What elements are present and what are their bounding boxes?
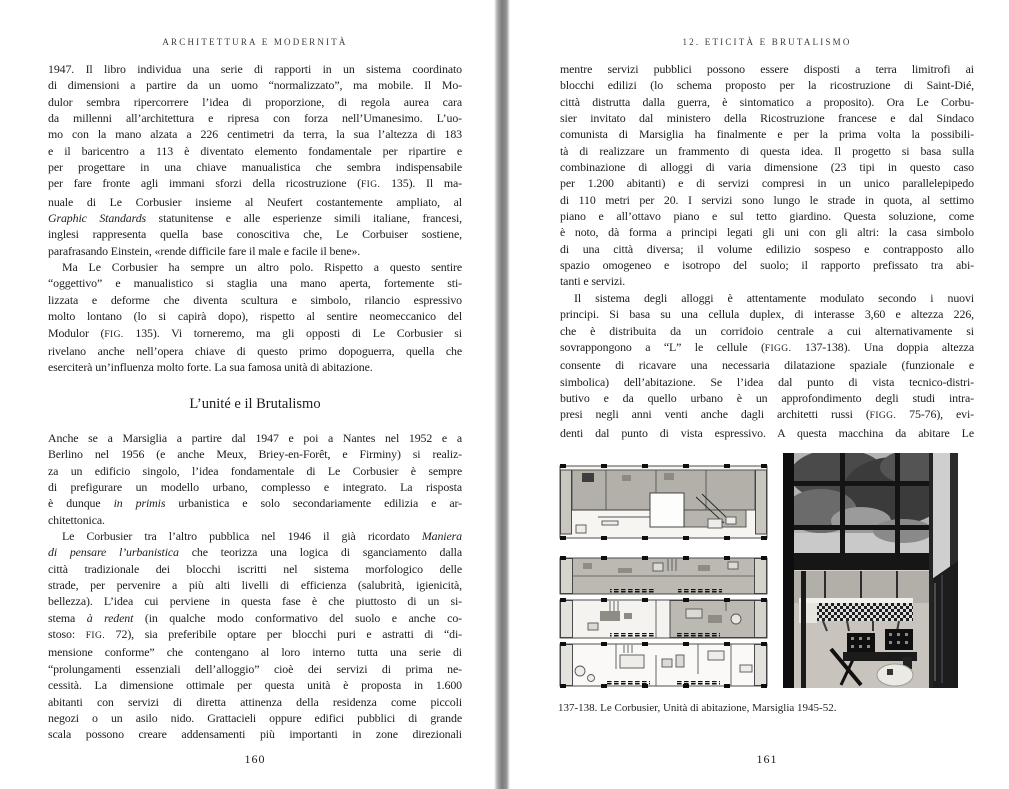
text-line: per fare fronte agli immani sforzi della ricostruzione (FIG. 135). Il ma- — [48, 176, 462, 191]
text-line: Berlino nel 1956 (e anche Meux, Briey-en-Forêt, e Firminy) si realiz- — [48, 447, 462, 462]
text-line: chitettonica. — [48, 512, 105, 527]
book-gutter — [494, 0, 510, 789]
text-line: lizzata e deforme che diventa scultura e simbolo, rilancio espressivo — [48, 292, 462, 307]
text-line: Modulor (FIG. 135). Vi torneremo, ma gli opposti di Le Corbusier si — [48, 325, 462, 340]
text-line: di 110 metri per 20. I servizi sono lungo le strade in quota, al settimo — [560, 192, 974, 207]
text-line: scala possono creare addensamenti più importanti in zone direzionali — [48, 727, 462, 742]
text-line: e il baricentro a 113 è diventato elemento fondamentale per ripartire e — [48, 143, 462, 158]
text-line: consente di ricavare una necessaria dilatazione spaziale (funzionale e — [560, 358, 974, 373]
text-line: Anche se a Marsiglia a partire dal 1947 e poi a Nantes nel 1952 e a — [48, 431, 462, 445]
page-number-left: 160 — [244, 752, 266, 766]
text-line: è dunque in primis urbanistica e solo secondariamente edilizia e ar- — [48, 496, 462, 511]
text-line: Ma Le Corbusier ha sempre un altro polo. Rispetto a questo sentire — [62, 260, 462, 275]
running-head-right: 12. ETICITÀ E BRUTALISMO — [682, 37, 852, 47]
left-text-bottom — [48, 430, 462, 743]
page-number-right: 161 — [756, 752, 778, 766]
text-line: spazio omogeneo e isotropo del suolo; il rapporto prefissato tra abi- — [560, 258, 974, 273]
text-line: che è distribuita da un corridoio centrale a cui alternativamente si — [560, 323, 974, 338]
text-line: abitanti con servizi di diretta attinenza della residenza come piccoli — [48, 694, 462, 709]
text-line: Il sistema degli alloggi è attentamente modulato secondo i nuovi — [574, 290, 974, 305]
text-line: combinazione di alloggi di varia dimensione (23 tipi in questo caso — [560, 160, 974, 175]
text-line: di una città diversa; il volume edilizio sospeso e contrapposto allo — [560, 241, 974, 256]
text-line: città tradizionale dei blocchi iscritti nel sistema morfologico delle — [48, 561, 462, 576]
text-line: dulor sembra ripercorrere l’idea di proporzione, di regola aurea cara — [48, 94, 462, 109]
text-line: presi negli anni venti anche dagli architetti russi (FIGG. 75-76), evi- — [560, 407, 974, 422]
text-line: stema à redent (in qualche modo conformativo del suolo e anche co- — [48, 610, 462, 625]
text-line: città distrutta dalla guerra, è sintomatico a proposito). Ora Le Corbu- — [560, 94, 974, 109]
text-line: mo con la mano alzata a 226 centimetri da terra, la sua l’altezza di 183 — [48, 127, 462, 142]
text-line: mensione conforme” che contengano al loro interno tutta una serie di — [48, 645, 462, 660]
text-line: da millenni all’architettura e ripresa con forza nell’Umanesimo. L’uo- — [48, 111, 462, 126]
text-line: parafrasando Einstein, «rende difficile fare il male e facile il bene». — [48, 243, 361, 258]
text-line: sovrappongono a “L” le cellule (FIGG. 137-138). Una doppia altezza — [560, 339, 974, 354]
text-line: stoso: FIG. 72), sia preferibile optare per blocchi puri e astratti di “di- — [48, 627, 463, 642]
text-line: principi. Si basa su una cellula duplex, di interasse 3,60 e altezza 226, — [560, 307, 974, 322]
running-head-left: ARCHITETTURA E MODERNITÀ — [162, 37, 348, 47]
text-line: tà di realizzare un frammento di questa idea. Il progetto si basa sulla — [560, 143, 974, 158]
text-line: tanti e servizi. — [560, 274, 626, 289]
text-line: mentre servizi pubblici possono essere disposti a terra limitrofi ai — [560, 62, 974, 76]
figure-interior-photo — [783, 453, 958, 688]
text-line: di dimensioni a partire da un uomo “normalizzato”, ma mobile. Il Mo- — [48, 78, 462, 93]
text-line: “prolungamenti essenziali dell’alloggio” cioè dei servizi di prima ne- — [48, 661, 462, 676]
text-line: comunista di Marsiglia ha finalmente e per la prima volta la possibili- — [560, 127, 974, 142]
text-line: molto lontano (lo si capirà dopo), rispetto al sentire neomeccanico del — [48, 309, 462, 324]
text-line: sier invitato dal ministero della Ricostruzione francese e dal Sindaco — [560, 111, 974, 126]
text-line: cessità. La dimensione ottimale per questa unità è proposta in 1.600 — [48, 678, 462, 693]
text-line: denti dal punto di vista espressivo. A questa macchina da abitare Le — [560, 425, 974, 440]
text-line: è noto, dà forma a principi legati gli uni con gli altri: la casa simbolo — [560, 225, 974, 240]
text-line: Le Corbusier tra l’altro pubblica nel 1946 il già ricordato Maniera — [62, 529, 462, 544]
text-line: per progettare in una chiave manualistica che sembra indispensabile — [48, 160, 462, 175]
text-line: simbolica) dell’abitazione. Se l’idea dal punto di vista tecnico-distri- — [560, 374, 974, 389]
text-line: blocchi edilizi (lo schema proposto per la ricostruzione di Saint-Dié, — [560, 78, 974, 93]
text-line: di pensare l’urbanistica che teorizza una logica di sganciamento dalla — [48, 545, 463, 560]
text-line: Graphic Standards statunitense e alle esperienze simili italiane, francesi, — [48, 211, 462, 226]
right-text — [560, 61, 974, 441]
text-line: strade, per pervenire a più alti livelli di efficienza (salubrità, igienicità, — [48, 578, 462, 593]
section-heading: L’unité e il Brutalismo — [189, 396, 321, 412]
left-text-top — [48, 61, 462, 376]
page-right — [510, 0, 1009, 789]
text-line: 1947. Il libro individua una serie di rapporti in un sistema coordinato — [48, 62, 462, 76]
text-line: negozi o un asilo nido. Grattacieli oppure edifici pubblici di grande — [48, 710, 462, 725]
text-line: rivelano anche nell’opera chiave di questo primo dopoguerra, quella che — [48, 343, 462, 358]
text-line: eserciterà un’influenza molto forte. La sua famosa unità di abitazione. — [48, 360, 373, 375]
text-line: bellezza). L’idea cui perviene in questa fase è che piuttosto di un si- — [48, 594, 462, 609]
text-line: nuale di Le Corbusier insieme al Neufert costantemente ampliato, al — [48, 194, 462, 209]
text-line: “oggettivo” e manualistico si staglia una mano aperta, fortemente sti- — [48, 276, 462, 291]
text-line: butivo e da quello urbano è un approfondimento degli studi intra- — [560, 390, 974, 405]
text-line: za un edificio singolo, l’idea fondamentale di Le Corbusier è sempre — [48, 463, 462, 478]
text-line: per 1.200 abitanti) e di servizi compresi in un unico parallelepipedo — [560, 176, 974, 191]
figure-floor-plans — [558, 459, 770, 690]
text-line: piano e all’ottavo piano e sul tetto giardino. Questa soluzione, come — [560, 209, 974, 224]
text-line: di prefigurare un modello urbano, complesso e integrato. La risposta — [48, 480, 462, 495]
figure-caption: 137-138. Le Corbusier, Unità di abitazione, Marsiglia 1945-52. — [558, 702, 837, 714]
page-left — [0, 0, 496, 789]
text-line: inglesi rappresenta quella base conoscitiva che, Le Corbuiser sostiene, — [48, 227, 462, 242]
